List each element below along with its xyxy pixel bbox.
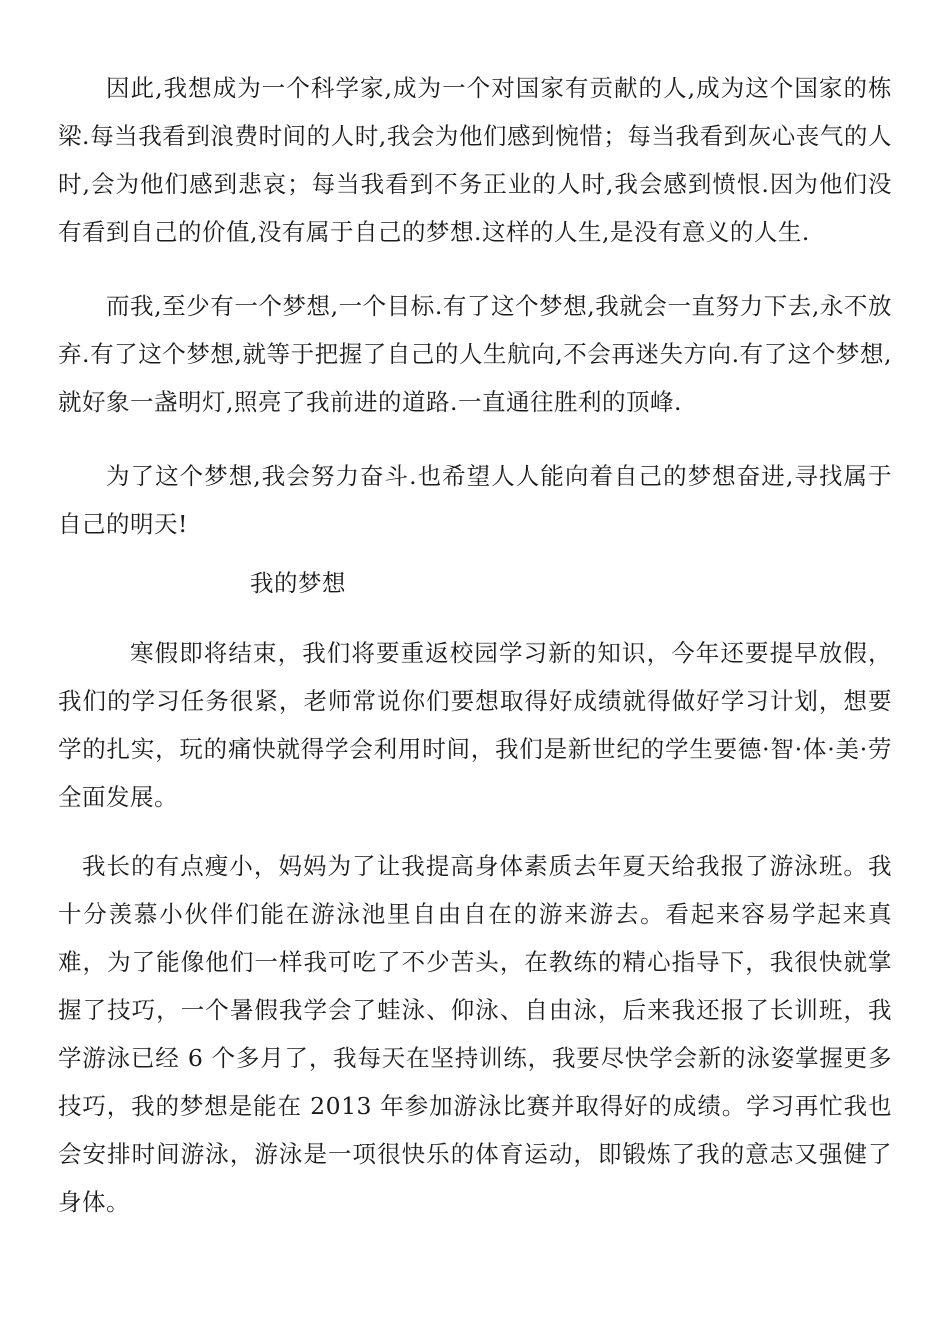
paragraph-strive — [58, 452, 892, 548]
paragraph-swimming — [58, 842, 892, 1226]
paragraph-science-dream — [58, 64, 892, 256]
paragraph-winter-break — [58, 629, 892, 821]
paragraph-text: 寒假即将结束，我们将要重返校园学习新的知识，今年还要提早放假，我们的学习任务很紧，老师常说你们要想取得好成绩就得做好学习计划，想要学的扎实，玩的痛快就得学会利用时间，我们是新世纪的学生要德·智·体·美·劳全面发展。 — [58, 639, 892, 811]
paragraph-text: 为了这个梦想,我会努力奋斗.也希望人人能向着自己的梦想奋进,寻找属于自己的明天! — [58, 462, 892, 538]
paragraph-goal — [58, 282, 892, 426]
essay-title: 我的梦想 — [250, 569, 346, 597]
paragraph-text: 因此,我想成为一个科学家,成为一个对国家有贡献的人,成为这个国家的栋梁.每当我看到浪费时间的人时,我会为他们感到惋惜；每当我看到灰心丧气的人时,会为他们感到悲哀；每当我看到不务正业的人时,我会感到愤恨.因为他们没有看到自己的价值,没有属于自己的梦想.这样的人生,是没有意义的人生. — [58, 74, 892, 246]
paragraph-text: 我长的有点瘦小，妈妈为了让我提高身体素质去年夏天给我报了游泳班。我十分羡慕小伙伴们能在游泳池里自由自在的游来游去。看起来容易学起来真难，为了能像他们一样我可吃了不少苦头，在教练的精心指导下，我很快就掌握了技巧，一个暑假我学会了蛙泳、仰泳、自由泳，后来我还报了长训班，我学游泳已经 6 个多月了，我每天在坚持训练，我要尽快学会新的泳姿掌握更多技巧，我的梦想是能在 2013 年参加游泳比赛并取得好的成绩。学习再忙我也会安排时间游泳，游泳是一项很快乐的体育运动，即锻炼了我的意志又强健了身体。 — [58, 852, 892, 1216]
paragraph-text: 而我,至少有一个梦想,一个目标.有了这个梦想,我就会一直努力下去,永不放弃.有了这个梦想,就等于把握了自己的人生航向,不会再迷失方向.有了这个梦想,就好象一盏明灯,照亮了我前进的道路.一直通往胜利的顶峰. — [58, 292, 892, 416]
